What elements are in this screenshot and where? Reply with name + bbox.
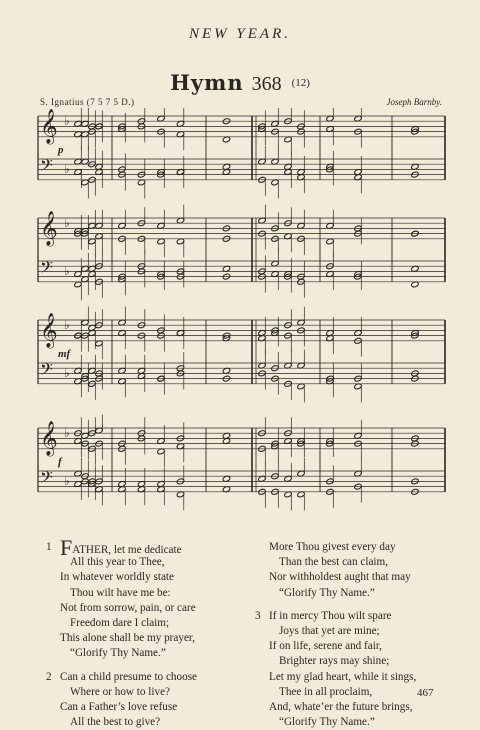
verse-text: All this year to Thee,: [70, 556, 165, 569]
verse-text: If in mercy Thou wilt spare: [269, 609, 392, 622]
verse-line: [255, 639, 465, 654]
flat-key-signature-icon: ♭: [64, 426, 70, 440]
verse-text: “Glorify Thy Name.”: [279, 716, 375, 729]
verse-text: Where or how to live?: [70, 685, 171, 698]
verse-number: 2: [46, 670, 52, 683]
verse-line: [255, 624, 465, 639]
verse-line: [46, 700, 246, 715]
verse-text: Can a child presume to choose: [60, 670, 198, 683]
treble-clef-icon: 𝄞: [40, 421, 58, 456]
verse-line: [46, 670, 246, 685]
dynamic-marking: p: [58, 144, 64, 156]
verse-text: “Glorify Thy Name.”: [279, 586, 375, 599]
verse-line: [46, 535, 246, 560]
verse-text: Brighter rays may shine;: [279, 655, 390, 668]
verse-line: [255, 540, 465, 555]
treble-clef-icon: 𝄞: [40, 109, 58, 144]
verse-line: [255, 570, 465, 585]
verse-line: [46, 586, 246, 601]
verse-text: All the best to give?: [70, 716, 161, 729]
bass-clef-icon: 𝄢: [40, 155, 53, 179]
dynamic-marking: mf: [58, 348, 71, 360]
verse-text: If on life, serene and fair,: [269, 640, 382, 653]
flat-key-signature-icon: ♭: [64, 474, 70, 488]
verse-line: [255, 586, 465, 601]
verse-text: Joys that yet are mine;: [279, 624, 380, 637]
flat-key-signature-icon: ♭: [64, 114, 70, 128]
verse-text: Thee in all proclaim,: [279, 685, 373, 698]
verses-left-column: [46, 535, 246, 730]
treble-clef-icon: 𝄞: [40, 313, 58, 348]
verse-line: [255, 609, 465, 624]
verse-text: This alone shall be my prayer,: [60, 632, 196, 645]
verse-line: [255, 700, 465, 715]
bass-clef-icon: 𝄢: [40, 257, 53, 281]
verse-line: [46, 685, 246, 700]
verse-text: Nor withholdest aught that may: [269, 571, 411, 584]
flat-key-signature-icon: ♭: [64, 318, 70, 332]
verse-line: [255, 654, 465, 669]
hymn-heading: [0, 70, 480, 96]
verse-text: Freedom dare I claim;: [70, 616, 170, 629]
verse-text: FATHER, let me dedicate: [60, 535, 182, 560]
tune-name: S. Ignatius (7 5 7 5 D.): [40, 97, 135, 107]
page-number: 467: [417, 687, 434, 699]
verse-line: [46, 555, 246, 570]
verse-text: More Thou givest every day: [269, 541, 396, 553]
verses-right-column: [255, 540, 465, 730]
verse-line: [46, 631, 246, 646]
flat-key-signature-icon: ♭: [64, 366, 70, 380]
bass-clef-icon: 𝄢: [40, 467, 53, 491]
dynamic-marking: f: [58, 456, 62, 468]
verse-text: Not from sorrow, pain, or care: [60, 601, 196, 614]
verse-text: Thou wilt have me be:: [70, 586, 171, 599]
verse-text: Let my glad heart, while it sings,: [269, 670, 417, 683]
verse-number: 3: [255, 609, 261, 622]
verse-text: In whatever worldly state: [60, 571, 175, 584]
verse-text: Can a Father’s love refuse: [60, 700, 178, 713]
verse-line: [46, 570, 246, 585]
verse-text: “Glorify Thy Name.”: [70, 647, 166, 660]
composer: Joseph Barnby.: [386, 97, 442, 107]
verse-line: [255, 670, 465, 685]
verse-number: 1: [46, 541, 52, 553]
flat-key-signature-icon: ♭: [64, 264, 70, 278]
verse-text: Than the best can claim,: [279, 556, 389, 569]
verse-line: [46, 616, 246, 631]
verse-text: And, whate’er the future brings,: [269, 700, 413, 713]
hymn-number: 368: [251, 73, 282, 95]
treble-clef-icon: 𝄞: [40, 211, 58, 246]
hymn-meter: (12): [291, 77, 310, 89]
flat-key-signature-icon: ♭: [64, 162, 70, 176]
flat-key-signature-icon: ♭: [64, 216, 70, 230]
section-title: NEW YEAR.: [189, 26, 291, 42]
hymn-label: Hymn: [170, 70, 244, 95]
bass-clef-icon: 𝄢: [40, 359, 53, 383]
verse-line: [255, 555, 465, 570]
verse-line: [46, 601, 246, 616]
verse-line: [46, 646, 246, 661]
music-score: [30, 108, 450, 528]
